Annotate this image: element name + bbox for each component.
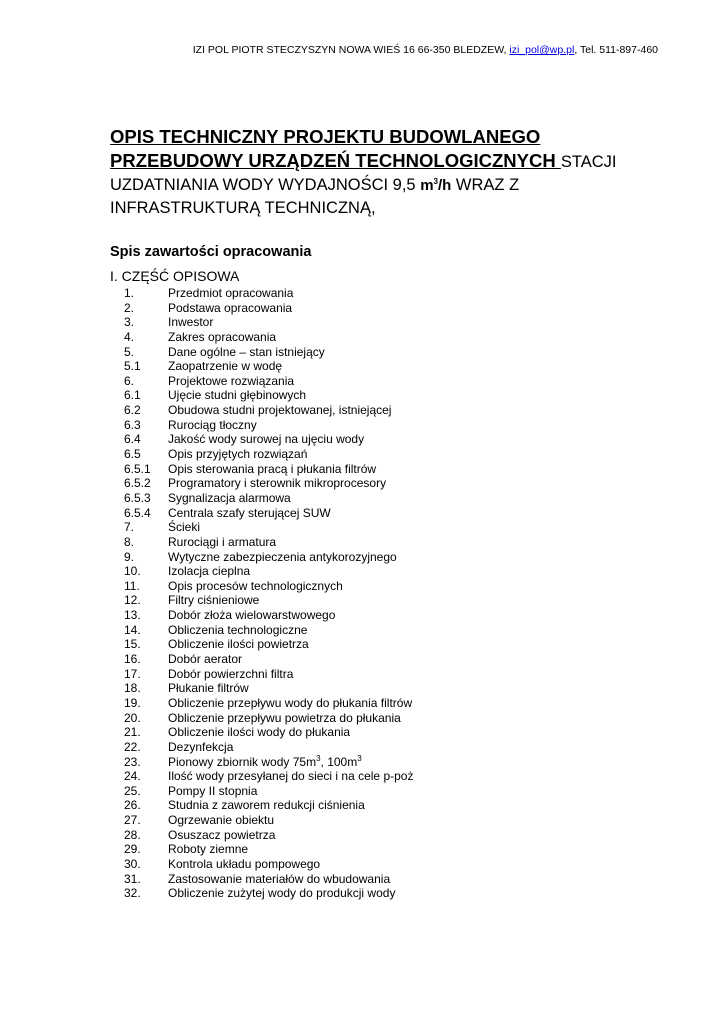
toc-item-label: Wytyczne zabezpieczenia antykorozyjnego (168, 549, 397, 564)
toc-item (124, 872, 413, 887)
toc-item-label: Inwestor (168, 315, 214, 330)
toc-item-label: Podstawa opracowania (168, 300, 293, 315)
title-line-3-post: WRAZ Z (451, 176, 520, 194)
toc-item-number: 9. (124, 549, 135, 564)
section-heading: I. CZĘŚĆ OPISOWA (110, 268, 240, 284)
toc-item (124, 359, 413, 374)
toc-item (124, 769, 413, 784)
title-line-1: OPIS TECHNICZNY PROJEKTU BUDOWLANEGO (110, 126, 541, 147)
toc-item-label: Pompy II stopnia (168, 783, 258, 798)
toc-item-label: Ogrzewanie obiektu (168, 813, 275, 828)
toc-item-number: 32. (124, 886, 141, 901)
toc-item-number: 29. (124, 842, 141, 857)
toc-item (124, 755, 413, 770)
toc-item (124, 447, 413, 462)
toc-item (124, 608, 413, 623)
toc-item-number: 24. (124, 769, 141, 784)
toc-item (124, 886, 413, 901)
toc-item (124, 535, 413, 550)
toc-item-number: 22. (124, 739, 141, 754)
toc-item-number: 2. (124, 300, 135, 315)
toc-item (124, 784, 413, 799)
toc-item-number: 6.5.1 (124, 461, 151, 476)
toc-item (124, 301, 413, 316)
toc-item (124, 286, 413, 301)
toc-item-label: Obliczenie przepływu powietrza do płukania (168, 710, 401, 725)
toc-item-label: Ujęcie studni głębinowych (168, 388, 307, 403)
toc-item-label: Studnia z zaworem redukcji ciśnienia (168, 798, 365, 813)
toc-item (124, 696, 413, 711)
toc-item-number: 5.1 (124, 359, 141, 374)
toc-item-label: Centrala szafy sterującej SUW (168, 505, 331, 520)
toc-item (124, 330, 413, 345)
toc-item (124, 813, 413, 828)
toc-item-label: Ilość wody przesyłanej do sieci i na cele p-poż (168, 769, 414, 784)
toc-item-number: 11. (124, 578, 140, 593)
toc-item-label: Obliczenie zużytej wody do produkcji wody (168, 886, 396, 901)
toc-item-label: Kontrola układu pompowego (168, 856, 321, 871)
toc-item-label: Rurociągi i armatura (168, 534, 277, 549)
toc-item-label: Ścieki (168, 520, 201, 535)
toc-item-number: 10. (124, 564, 141, 579)
toc-item-label: Projektowe rozwiązania (168, 373, 295, 388)
toc-item-number: 25. (124, 783, 141, 798)
toc-item (124, 711, 413, 726)
toc-item-number: 15. (124, 637, 141, 652)
toc-item-label: Obliczenie przepływu wody do płukania filtrów (168, 695, 413, 710)
toc-item-number: 6.5 (124, 447, 141, 462)
toc-item-number: 14. (124, 622, 141, 637)
toc-item-number: 17. (124, 666, 141, 681)
toc-item-label: Opis przyjętych rozwiązań (168, 447, 308, 462)
toc-item (124, 462, 413, 477)
title-line-4: INFRASTRUKTURĄ TECHNICZNĄ, (110, 199, 376, 217)
table-of-contents (124, 286, 413, 901)
toc-item-number: 20. (124, 710, 141, 725)
toc-item-number: 12. (124, 593, 141, 608)
toc-item-label: Obliczenie ilości wody do płukania (168, 725, 351, 740)
toc-item (124, 725, 413, 740)
toc-item-number: 21. (124, 725, 141, 740)
toc-item-label: Izolacja cieplna (168, 564, 251, 579)
toc-item-label: Płukanie filtrów (168, 681, 249, 696)
toc-item-label: Zakres opracowania (168, 329, 277, 344)
toc-item (124, 432, 413, 447)
toc-item (124, 374, 413, 389)
toc-item (124, 740, 413, 755)
toc-item (124, 842, 413, 857)
page-header (193, 44, 658, 56)
toc-item-label: Obudowa studni projektowanej, istniejącej (168, 403, 392, 418)
toc-item-label: Zastosowanie materiałów do wbudowania (168, 871, 391, 886)
toc-item-label: Przedmiot opracowania (168, 286, 294, 300)
toc-item-number: 6.2 (124, 403, 141, 418)
header-email-link[interactable]: izi_pol@wp.pl (509, 44, 575, 56)
toc-item-label: Filtry ciśnieniowe (168, 593, 260, 608)
toc-item (124, 418, 413, 433)
toc-item-number: 5. (124, 344, 135, 359)
toc-heading: Spis zawartości opracowania (110, 244, 312, 260)
toc-item-number: 28. (124, 827, 141, 842)
toc-item-number: 6.3 (124, 417, 141, 432)
toc-item-label: Dane ogólne – stan istniejący (168, 344, 325, 359)
toc-item-number: 31. (124, 871, 141, 886)
toc-item-label: Dobór złoża wielowarstwowego (168, 608, 336, 623)
toc-item-number: 26. (124, 798, 141, 813)
toc-item-label: Programatory i sterownik mikroprocesory (168, 476, 387, 491)
toc-item (124, 345, 413, 360)
toc-item (124, 506, 413, 521)
title-line-3-pre: UZDATNIANIA WODY WYDAJNOŚCI 9,5 (110, 176, 421, 194)
toc-item (124, 798, 413, 813)
toc-item-number: 30. (124, 856, 141, 871)
toc-item-number: 6. (124, 373, 135, 388)
toc-item-number: 3. (124, 315, 135, 330)
toc-item (124, 388, 413, 403)
toc-item-label: Dezynfekcja (168, 739, 234, 754)
toc-item-label: Jakość wody surowej na ujęciu wody (168, 432, 365, 447)
header-company: IZI POL PIOTR STECZYSZYN NOWA WIEŚ 16 66-350 BLEDZEW, (192, 44, 507, 56)
toc-item-number: 6.1 (124, 388, 141, 403)
toc-item (124, 681, 413, 696)
toc-item (124, 491, 413, 506)
toc-item (124, 828, 413, 843)
toc-item-number: 6.4 (124, 432, 141, 447)
toc-item-label: Osuszacz powietrza (168, 827, 276, 842)
toc-item-number: 16. (124, 652, 141, 667)
toc-item (124, 476, 413, 491)
header-phone: , Tel. 511-897-460 (574, 44, 658, 56)
title-unit: $m^3/h$ (420, 177, 452, 194)
toc-item-label: Zaopatrzenie w wodę (168, 359, 283, 374)
toc-item-label: Opis sterowania pracą i płukania filtrów (168, 461, 377, 476)
toc-item (124, 579, 413, 594)
toc-item-label: Opis procesów technologicznych (168, 578, 343, 593)
toc-item (124, 315, 413, 330)
toc-item-number: 18. (124, 681, 141, 696)
toc-item-number: 13. (124, 608, 141, 623)
toc-item (124, 623, 413, 638)
toc-item-number: 6.5.4 (124, 505, 151, 520)
toc-item-number: 6.5.2 (124, 476, 151, 491)
toc-item-label: Obliczenie ilości powietrza (168, 637, 309, 652)
toc-item (124, 520, 413, 535)
toc-item (124, 550, 413, 565)
toc-item (124, 667, 413, 682)
title-line-2-bold: PRZEBUDOWY URZĄDZEŃ TECHNOLOGICZNYCH (110, 150, 561, 171)
toc-item-number: 23. (124, 754, 141, 769)
toc-item-number: 8. (124, 534, 135, 549)
toc-item-number: 27. (124, 813, 141, 828)
toc-item (124, 403, 413, 418)
toc-item (124, 857, 413, 872)
toc-item-number: 6.5.3 (124, 490, 151, 505)
toc-item-label: Pionowy zbiornik wody $75m^3$, $100m^3$ (168, 753, 362, 769)
toc-item-label: Rurociąg tłoczny (168, 417, 257, 432)
toc-item-label: Dobór powierzchni filtra (168, 666, 294, 681)
toc-item-label: Dobór aerator (168, 652, 243, 667)
document-title (110, 126, 670, 219)
title-line-2-rest: STACJI (560, 153, 617, 171)
toc-item-number: 4. (124, 329, 135, 344)
toc-item (124, 637, 413, 652)
toc-item (124, 564, 413, 579)
toc-item (124, 652, 413, 667)
toc-item-label: Sygnalizacja alarmowa (168, 490, 291, 505)
toc-item-number: 19. (124, 695, 141, 710)
toc-item-label: Roboty ziemne (168, 842, 249, 857)
toc-item-number: 7. (124, 520, 135, 535)
toc-item-label: Obliczenia technologiczne (168, 622, 308, 637)
toc-item (124, 593, 413, 608)
toc-item-number: 1. (124, 286, 135, 300)
